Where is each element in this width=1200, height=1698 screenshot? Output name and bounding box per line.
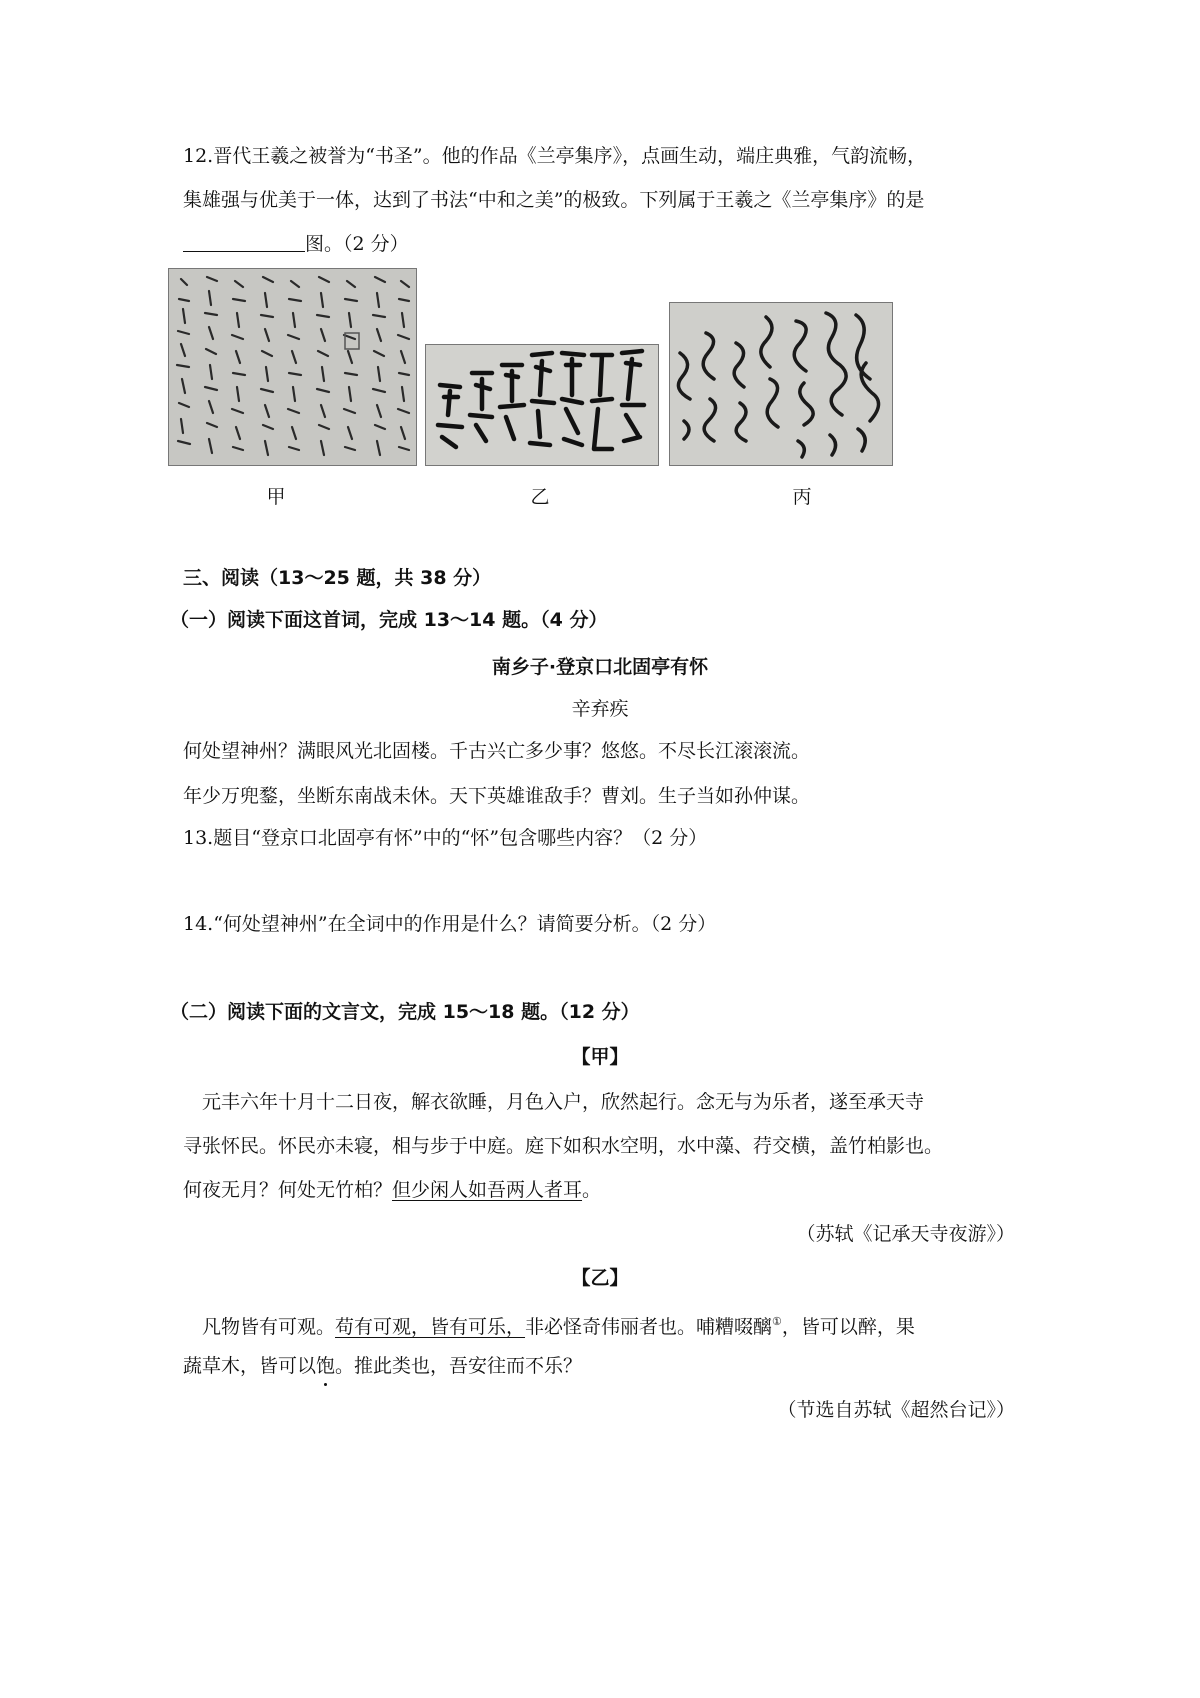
- q12-line2: 集雄强与优美于一体，达到了书法“中和之美”的极致。下列属于王羲之《兰亭集序》的是: [183, 189, 925, 211]
- part2-title: （二）阅读下面的文言文，完成 15～18 题。（12 分）: [170, 1001, 640, 1023]
- poem-line2: 年少万兜鍪，坐断东南战未休。天下英雄谁敌手？曹刘。生子当如孙仲谋。: [183, 785, 811, 807]
- jia-line3-plain: 何夜无月？何处无竹柏？: [183, 1179, 393, 1201]
- yi-line1-start: 凡物皆有可观。: [202, 1316, 336, 1338]
- jia-underlined-sentence: 但少闲人如吾两人者耳: [392, 1179, 583, 1201]
- yi-underlined-sentence: 苟有可观，皆有可乐，: [335, 1316, 526, 1338]
- poem-line1: 何处望神州？满眼风光北固楼。千古兴亡多少事？悠悠。不尽长江滚滚流。: [183, 740, 811, 762]
- jia-line3-end: 。: [582, 1179, 602, 1201]
- q13: 13.题目“登京口北固亭有怀”中的“怀”包含哪些内容？（2 分）: [183, 827, 708, 849]
- q12-line3-suffix: 图。（2 分）: [305, 233, 409, 255]
- yi-line1: [202, 1310, 915, 1339]
- jia-source: （苏轼《记承天寺夜游》）: [796, 1223, 1015, 1245]
- jia-heading: 【甲】: [571, 1046, 629, 1068]
- yi-line2-start: 蔬草木，皆可以: [183, 1355, 317, 1377]
- calligraphy-image-jia[interactable]: [168, 268, 417, 466]
- section3-title: 三、阅读（13～25 题，共 38 分）: [183, 567, 492, 589]
- calligraphy-image-yi[interactable]: [425, 344, 659, 466]
- jia-line3: [183, 1178, 601, 1202]
- answer-blank[interactable]: [183, 233, 305, 252]
- dotted-emphasis-char: 饱: [316, 1355, 336, 1377]
- yi-line1-end: ，皆可以醉，果: [781, 1316, 915, 1338]
- poem-title: 南乡子·登京口北固亭有怀: [491, 656, 709, 678]
- part1-title: （一）阅读下面这首词，完成 13～14 题。（4 分）: [170, 609, 608, 631]
- q14: 14.“何处望神州”在全词中的作用是什么？请简要分析。（2 分）: [183, 913, 717, 935]
- yi-source: （节选自苏轼《超然台记》）: [777, 1399, 1015, 1421]
- caption-bing: 丙: [792, 486, 812, 508]
- calligraphy-strokes-bing: [670, 303, 892, 465]
- yi-line2-end: 。推此类也，吾安往而不乐？: [335, 1355, 583, 1377]
- caption-yi: 乙: [530, 486, 550, 508]
- footnote-marker: ①: [772, 1315, 782, 1328]
- yi-line2: [183, 1354, 582, 1378]
- q12-line3: [183, 232, 409, 256]
- jia-line2: 寻张怀民。怀民亦未寝，相与步于中庭。庭下如积水空明，水中藻、荇交横，盖竹柏影也。: [183, 1135, 944, 1157]
- calligraphy-strokes-jia: [169, 269, 416, 465]
- q12-line1: 12.晋代王羲之被誉为“书圣”。他的作品《兰亭集序》，点画生动，端庄典雅，气韵流畅，: [183, 145, 927, 167]
- caption-jia: 甲: [266, 486, 286, 508]
- calligraphy-strokes-yi: [426, 345, 658, 465]
- yi-heading: 【乙】: [571, 1267, 629, 1289]
- yi-line1-mid: 非必怪奇伟丽者也。哺糟啜醨: [525, 1316, 773, 1338]
- poem-author: 辛弃疾: [571, 698, 629, 720]
- jia-line1: 元丰六年十月十二日夜，解衣欲睡，月色入户，欣然起行。念无与为乐者，遂至承天寺: [202, 1091, 925, 1113]
- calligraphy-image-bing[interactable]: [669, 302, 893, 466]
